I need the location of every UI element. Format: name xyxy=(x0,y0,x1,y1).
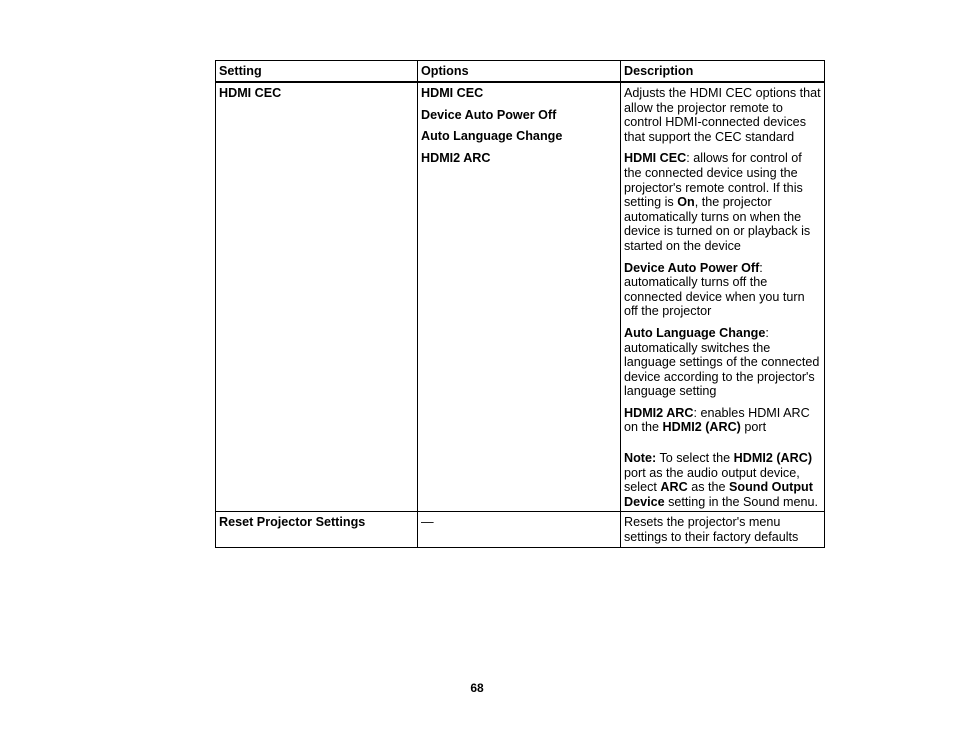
term-device-auto-power-off: Device Auto Power Off xyxy=(624,260,760,275)
header-description: Description xyxy=(621,61,825,83)
term-hdmi2-arc: HDMI2 ARC xyxy=(624,405,694,420)
text: port xyxy=(740,420,767,435)
term-auto-language-change: Auto Language Change xyxy=(624,325,766,340)
note-label: Note: xyxy=(624,451,657,466)
setting-cell: HDMI CEC xyxy=(216,82,418,512)
text: : allows for control of the connected device using the projector's remote control. If this setting is xyxy=(624,151,803,210)
text: , the projector automatically turns on when the device is turned on or playback is started on the device xyxy=(624,195,811,253)
note xyxy=(624,451,821,509)
header-setting: Setting xyxy=(216,61,418,83)
table-row-reset-projector-settings xyxy=(216,512,825,547)
setting-cell: Reset Projector Settings xyxy=(216,512,418,547)
option-device-auto-power-off: Device Auto Power Off xyxy=(421,107,557,122)
text: as the xyxy=(687,480,730,495)
description-hdmi-cec xyxy=(624,151,821,253)
text: : enables HDMI ARC on the xyxy=(624,405,810,435)
text: port as the audio output device, select xyxy=(624,465,800,495)
option-auto-language-change: Auto Language Change xyxy=(421,129,563,144)
description-device-auto-power-off xyxy=(624,261,821,319)
description-auto-language-change xyxy=(624,326,821,399)
description-cell: Resets the projector's menu settings to their factory defaults xyxy=(621,512,825,547)
options-cell xyxy=(418,82,621,512)
settings-table xyxy=(215,60,825,548)
page-number: 68 xyxy=(470,681,484,695)
description-intro: Adjusts the HDMI CEC options that allow the projector remote to control HDMI-connected devices that support the CEC standard xyxy=(624,86,821,144)
term-on: On xyxy=(677,195,695,210)
bold-text: HDMI2 (ARC) xyxy=(733,451,813,466)
term-hdmi2-arc-port: HDMI2 (ARC) xyxy=(662,420,741,435)
option-hdmi-cec: HDMI CEC xyxy=(421,86,484,100)
text: To select the xyxy=(656,451,734,466)
text: : automatically turns off the connected device when you turn off the projector xyxy=(624,260,805,319)
bold-text: ARC xyxy=(660,480,688,495)
option-hdmi2-arc: HDMI2 ARC xyxy=(421,150,491,165)
term-hdmi-cec: HDMI CEC xyxy=(624,151,687,166)
options-cell: — xyxy=(418,512,621,547)
bold-text: Sound Output Device xyxy=(624,480,813,509)
header-options: Options xyxy=(418,61,621,83)
table-row-hdmi-cec xyxy=(216,82,825,512)
text: setting in the Sound menu. xyxy=(664,494,818,509)
table-header-row xyxy=(216,61,825,83)
description-hdmi2-arc xyxy=(624,406,821,435)
text: : automatically switches the language settings of the connected device according to the projector's language setting xyxy=(624,325,820,399)
description-cell xyxy=(621,82,825,512)
